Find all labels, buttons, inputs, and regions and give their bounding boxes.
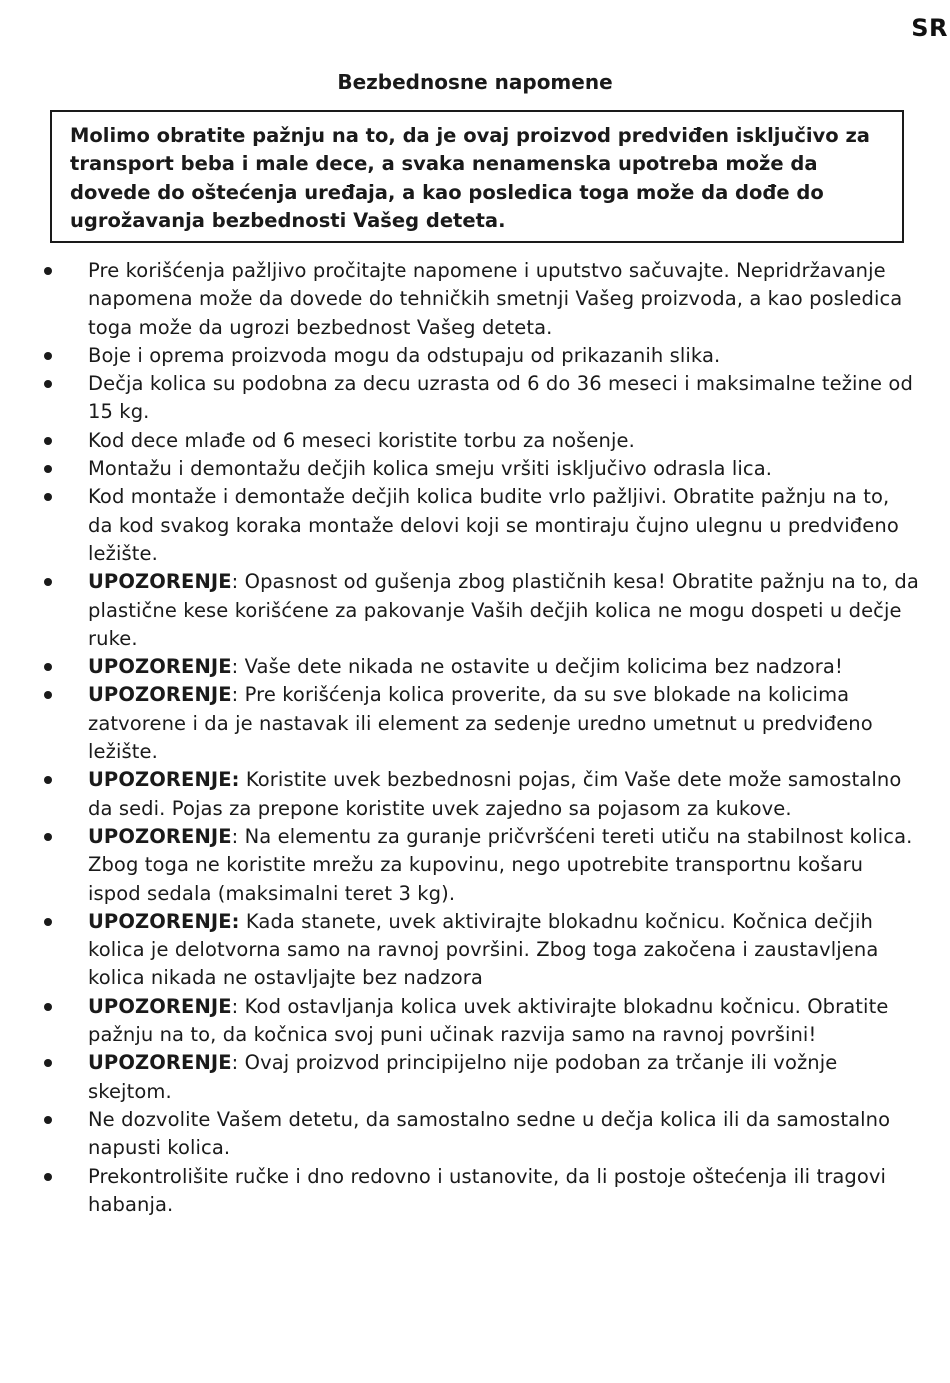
list-item-text: Montažu i demontažu dečjih kolica smeju vršiti isključivo odrasla lica. (88, 457, 773, 481)
bullet-icon (44, 918, 52, 926)
list-item (40, 993, 920, 1050)
list-item-text: : Vaše dete nikada ne ostavite u dečjim kolicima bez nadzora! (231, 655, 843, 679)
bullet-icon (44, 776, 52, 784)
bullet-icon (44, 437, 52, 445)
list-item-text: : Ovaj proizvod principijelno nije podoban za trčanje ili vožnje skejtom. (88, 1051, 838, 1103)
bullet-icon (44, 493, 52, 501)
warning-label: UPOZORENJE (88, 570, 232, 594)
safety-notice-text: Molimo obratite pažnju na to, da je ovaj proizvod predviđen isključivo za transport beba i male dece, a svaka nenamenska upotreba može da dovede do oštećenja uređaja, a kao posledica toga može da dođe do ugrožavanja bezbednosti Vašeg deteta. (70, 124, 870, 232)
language-tag: SR (911, 14, 948, 42)
list-item (40, 908, 920, 993)
bullet-icon (44, 352, 52, 360)
list-item-text: : Kod ostavljanja kolica uvek aktivirajte blokadnu kočnicu. Obratite pažnju na to, da kočnica svoj puni učinak razvija samo na ravnoj površini! (88, 994, 889, 1047)
bullet-icon (44, 833, 52, 841)
list-item-text: Kod montaže i demontaže dečjih kolica budite vrlo pažljivi. Obratite pažnju na to, da kod svakog koraka montaže delovi koji se montiraju čujno ulegnu u predviđeno ležište. (88, 485, 899, 565)
page-title: Bezbednosne napomene (337, 70, 613, 94)
bullet-icon (44, 663, 52, 671)
list-item (40, 1106, 920, 1163)
bullet-icon (44, 578, 52, 586)
list-item (40, 766, 920, 823)
bullet-icon (44, 1003, 52, 1011)
list-item-text: : Na elementu za guranje pričvršćeni tereti utiču na stabilnost kolica. Zbog toga ne koristite mrežu za kupovinu, nego upotrebite transportnu košaru ispod sedala (maksimalni teret 3 kg). (88, 824, 913, 905)
list-item (40, 681, 920, 766)
list-item-text: Prekontrolišite ručke i dno redovno i ustanovite, da li postoje oštećenja ili tragovi habanja. (88, 1164, 887, 1216)
list-item (40, 455, 920, 483)
list-item (40, 483, 920, 568)
warning-label: UPOZORENJE: (88, 909, 240, 933)
warning-label: UPOZORENJE (88, 1051, 232, 1075)
list-item (40, 370, 920, 427)
list-item-text: : Opasnost od gušenja zbog plastičnih kesa! Obratite pažnju na to, da plastične kese korišćene za pakovanje Vaših dečjih kolica ne mogu dospeti u dečje ruke. (88, 570, 919, 650)
bullet-icon (44, 1059, 52, 1067)
bullet-icon (44, 1173, 52, 1181)
list-item-text: Kada stanete, uvek aktivirajte blokadnu kočnicu. Kočnica dečjih kolica je delotvorna samo na ravnoj površini. Zbog toga zakočena i zaustavljena kolica nikada ne ostavljajte bez nadzora (88, 909, 879, 990)
list-item (40, 257, 920, 342)
list-item (40, 568, 920, 653)
list-item-text: Ne dozvolite Vašem detetu, da samostalno sedne u dečja kolica ili da samostalno napusti kolica. (88, 1107, 891, 1160)
list-item-text: Boje i oprema proizvoda mogu da odstupaju od prikazanih slika. (88, 343, 721, 367)
bullet-icon (44, 465, 52, 473)
warning-label: UPOZORENJE (88, 683, 232, 707)
list-item-text: Kod dece mlađe od 6 meseci koristite torbu za nošenje. (88, 428, 635, 452)
bullet-icon (44, 380, 52, 388)
list-item (40, 427, 920, 455)
warning-label: UPOZORENJE: (88, 768, 240, 792)
list-item-text: : Pre korišćenja kolica proverite, da su sve blokade na kolicima zatvorene i da je nastavak ili element za sedenje uredno umetnut u predviđeno ležište. (88, 683, 873, 764)
list-item (40, 342, 920, 370)
warning-label: UPOZORENJE (88, 994, 232, 1018)
safety-notice-box (50, 110, 904, 243)
list-item-text: Pre korišćenja pažljivo pročitajte napomene i uputstvo sačuvajte. Nepridržavanje napomena može da dovede do tehničkih smetnji Vašeg proizvoda, a kao posledica toga može da ugrozi bezbednost Vašeg deteta. (88, 259, 903, 339)
list-item-text: Koristite uvek bezbednosni pojas, čim Vaše dete može samostalno da sedi. Pojas za prepone koristite uvek zajedno sa pojasom za kukove. (88, 768, 902, 820)
bullet-icon (44, 1116, 52, 1124)
list-item (40, 1163, 920, 1220)
bullet-icon (44, 267, 52, 275)
safety-instructions-list (40, 257, 920, 1219)
bullet-icon (44, 691, 52, 699)
warning-label: UPOZORENJE (88, 655, 232, 679)
warning-label: UPOZORENJE (88, 824, 232, 848)
list-item-text: Dečja kolica su podobna za decu uzrasta od 6 do 36 meseci i maksimalne težine od 15 kg. (88, 372, 913, 424)
list-item (40, 1049, 920, 1106)
list-item (40, 823, 920, 908)
list-item (40, 653, 920, 681)
